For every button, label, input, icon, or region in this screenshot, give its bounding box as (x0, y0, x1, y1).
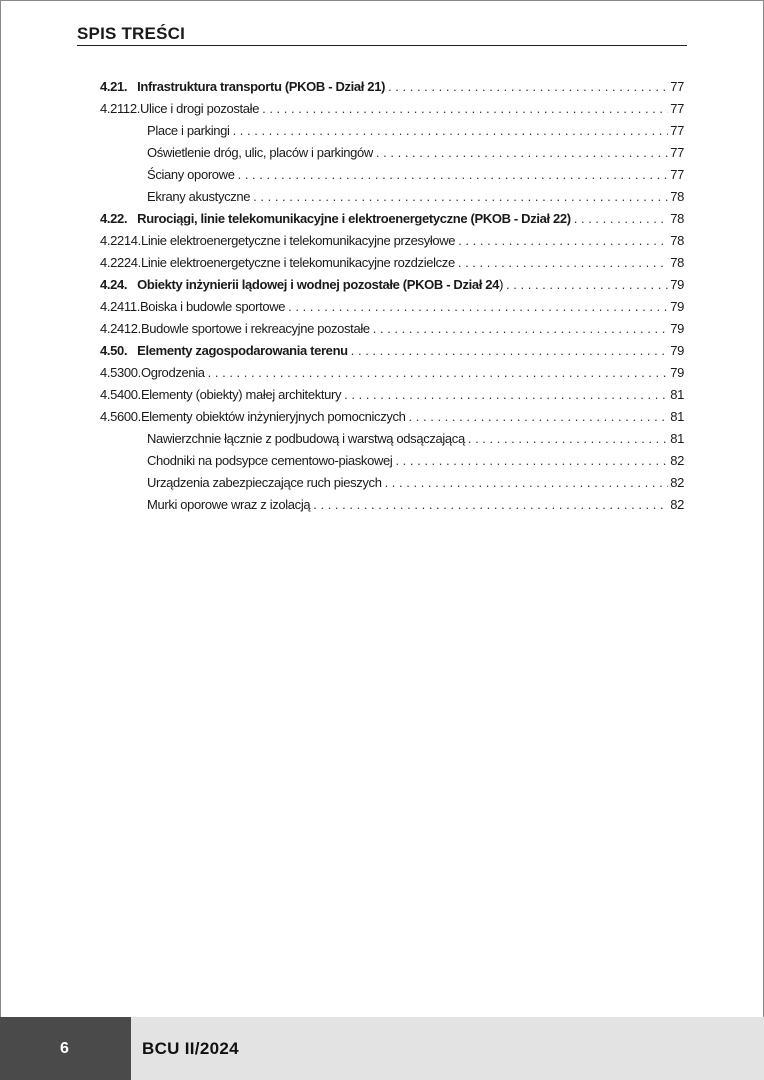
toc-dot-leader (458, 230, 668, 252)
toc-entry (100, 472, 684, 494)
toc-entry-page: 77 (670, 79, 684, 94)
toc-entry-page: 77 (670, 101, 684, 116)
toc-entry-number: 4.50. (100, 343, 128, 358)
toc-entry (100, 296, 684, 318)
toc-entry (100, 494, 684, 516)
toc-entry-title: Rurociągi, linie telekomunikacyjne i elektroenergetyczne (PKOB - Dział 22) (137, 211, 571, 226)
toc-entry-title: Nawierzchnie łącznie z podbudową i warstwą odsączającą (147, 431, 465, 446)
toc-entry (100, 384, 684, 406)
toc-entry-page: 79 (670, 365, 684, 380)
toc-entry-page: 79 (670, 277, 684, 292)
toc-entry-page: 81 (670, 431, 684, 446)
toc-entry-number: 4.5400. (100, 387, 141, 402)
toc-dot-leader (253, 186, 668, 208)
toc-entry-title: Murki oporowe wraz z izolacją (147, 497, 311, 512)
toc-entry-title-suffix: ) (499, 277, 504, 292)
toc-entry-title: Obiekty inżynierii lądowej i wodnej pozostałe (PKOB - Dział 24 (137, 277, 500, 292)
toc-entry-number: 4.21. (100, 79, 128, 94)
toc-entry-number: 4.5600. (100, 409, 141, 424)
toc-entry-title: Oświetlenie dróg, ulic, placów i parkingów (147, 145, 373, 160)
toc-entry (100, 428, 684, 450)
toc-entry-title: Infrastruktura transportu (PKOB - Dział 21) (137, 79, 386, 94)
toc-entry-number: 4.2412. (100, 321, 141, 336)
toc-entry (100, 230, 684, 252)
toc-entry-title: Elementy obiektów inżynieryjnych pomocniczych (140, 409, 406, 424)
toc-dot-leader (262, 98, 668, 120)
toc-entry-page: 78 (670, 255, 684, 270)
toc-entry (100, 252, 684, 274)
toc-entry-page: 82 (670, 475, 684, 490)
toc-entry-page: 77 (670, 167, 684, 182)
toc-entry (100, 120, 684, 142)
footer-journal-title: BCU II/2024 (142, 1039, 239, 1058)
toc-entry-title: Ulice i drogi pozostałe (139, 101, 260, 116)
toc-entry-number: 4.2214. (100, 233, 141, 248)
toc-entry (100, 362, 684, 384)
toc-entry-number: 4.2411. (100, 299, 140, 314)
toc-entry-page: 79 (670, 343, 684, 358)
toc-entry-number: 4.5300. (100, 365, 141, 380)
table-of-contents (100, 76, 684, 516)
toc-entry-page: 82 (670, 453, 684, 468)
toc-entry-page: 78 (670, 233, 684, 248)
toc-entry-title: Linie elektroenergetyczne i telekomunikacyjne rozdzielcze (140, 255, 455, 270)
toc-entry (100, 208, 684, 230)
toc-dot-leader (373, 318, 668, 340)
footer-page-number: 6 (60, 1040, 69, 1057)
toc-entry-title: Urządzenia zabezpieczające ruch pieszych (147, 475, 382, 490)
page-title: SPIS TREŚCI (77, 24, 186, 43)
toc-entry-title: Ekrany akustyczne (147, 189, 251, 204)
toc-entry (100, 406, 684, 428)
toc-entry-title: Budowle sportowe i rekreacyjne pozostałe (140, 321, 370, 336)
toc-dot-leader (344, 384, 668, 406)
toc-dot-leader (506, 274, 668, 296)
toc-entry (100, 164, 684, 186)
toc-entry-title: Elementy zagospodarowania terenu (137, 343, 348, 358)
toc-dot-leader (288, 296, 668, 318)
toc-dot-leader (409, 406, 668, 428)
toc-dot-leader (313, 494, 668, 516)
toc-dot-leader (238, 164, 668, 186)
toc-entry-page: 81 (670, 387, 684, 402)
toc-entry-page: 82 (670, 497, 684, 512)
toc-entry-number: 4.24. (100, 277, 128, 292)
toc-entry-number: 4.2112. (100, 101, 140, 116)
toc-entry-title: Boiska i budowle sportowe (139, 299, 286, 314)
toc-dot-leader (233, 120, 668, 142)
toc-dot-leader (376, 142, 668, 164)
toc-entry-title: Chodniki na podsypce cementowo-piaskowej (147, 453, 393, 468)
toc-entry-page: 77 (670, 145, 684, 160)
toc-entry-page: 77 (670, 123, 684, 138)
toc-entry-title: Ściany oporowe (147, 167, 235, 182)
toc-entry (100, 340, 684, 362)
toc-entry (100, 450, 684, 472)
toc-entry-page: 81 (670, 409, 684, 424)
toc-entry (100, 274, 684, 296)
toc-entry (100, 186, 684, 208)
toc-dot-leader (388, 76, 668, 98)
toc-entry (100, 76, 684, 98)
toc-entry-page: 78 (670, 211, 684, 226)
toc-entry-title: Elementy (obiekty) małej architektury (140, 387, 342, 402)
toc-dot-leader (574, 208, 668, 230)
toc-entry-page: 79 (670, 299, 684, 314)
toc-entry-title: Place i parkingi (147, 123, 230, 138)
toc-entry-number: 4.22. (100, 211, 128, 226)
toc-dot-leader (458, 252, 668, 274)
toc-dot-leader (208, 362, 668, 384)
toc-dot-leader (468, 428, 668, 450)
toc-entry-number: 4.2224. (100, 255, 141, 270)
toc-dot-leader (395, 450, 668, 472)
toc-dot-leader (385, 472, 668, 494)
toc-entry-title: Linie elektroenergetyczne i telekomunikacyjne przesyłowe (140, 233, 456, 248)
toc-entry-title: Ogrodzenia (140, 365, 205, 380)
toc-entry (100, 318, 684, 340)
page-header (77, 24, 687, 46)
toc-entry-page: 79 (670, 321, 684, 336)
toc-entry-page: 78 (670, 189, 684, 204)
toc-entry (100, 142, 684, 164)
toc-entry (100, 98, 684, 120)
toc-dot-leader (351, 340, 668, 362)
